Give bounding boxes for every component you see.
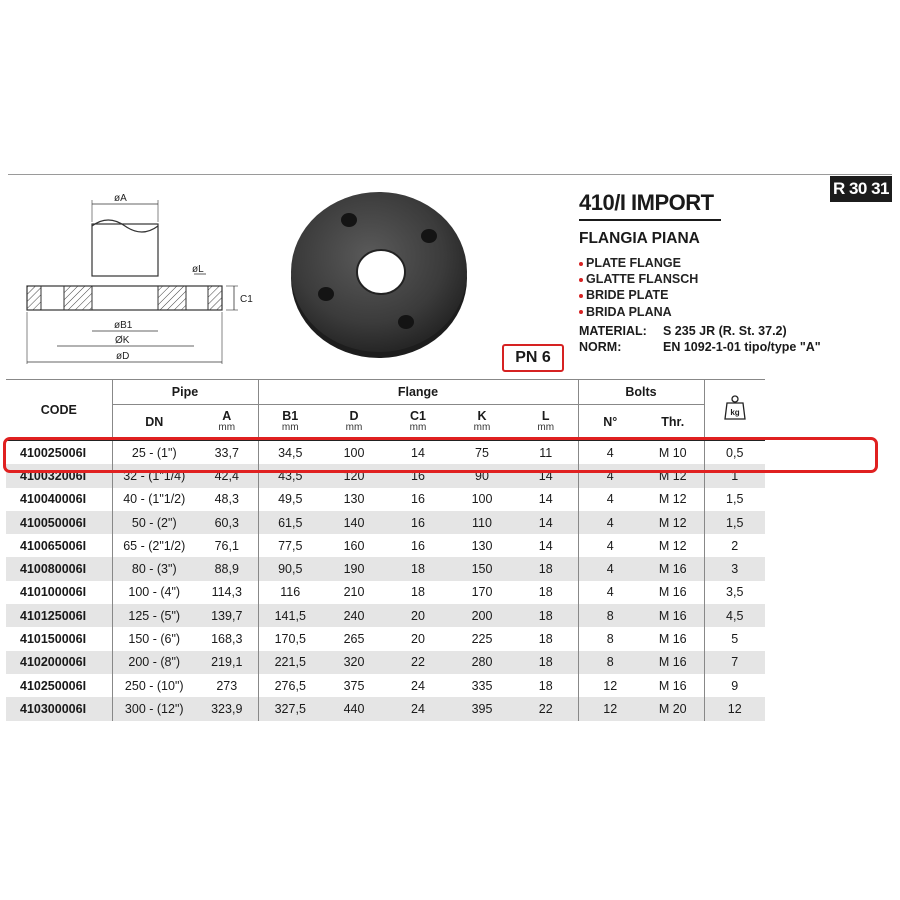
pipe-group-header: Pipe — [112, 380, 258, 405]
table-cell: 139,7 — [196, 604, 258, 627]
col-d: D mm — [322, 405, 386, 441]
table-cell: 43,5 — [258, 464, 322, 487]
title-underline — [579, 219, 721, 221]
table-cell: 4 — [578, 464, 642, 487]
table-cell: M 16 — [642, 651, 704, 674]
table-cell: 9 — [704, 674, 765, 697]
table-cell: 16 — [411, 538, 425, 553]
weight-header — [704, 380, 765, 441]
table-cell: 168,3 — [211, 632, 243, 647]
table-row — [6, 697, 765, 720]
table-cell: 225 — [471, 632, 493, 647]
translated-name: PLATE FLANGE — [579, 255, 698, 271]
table-cell: M 12 — [658, 492, 687, 507]
bullet-icon — [579, 294, 583, 298]
product-code: 410100006I — [20, 585, 87, 600]
table-cell: 160 — [343, 538, 365, 553]
table-cell: 4 — [578, 557, 642, 580]
table-cell: 3,5 — [704, 581, 765, 604]
col-l: L mm — [514, 405, 578, 441]
table-cell: 88,9 — [196, 557, 258, 580]
table-cell: 34,5 — [258, 440, 322, 464]
table-cell: 4 — [578, 440, 642, 464]
table-cell: 1,5 — [704, 488, 765, 511]
table-cell: M 16 — [658, 678, 687, 693]
table-cell: 75 — [475, 445, 489, 460]
table-row — [6, 511, 765, 534]
table-cell: 4 — [578, 511, 642, 534]
dim-label-k: ØK — [115, 335, 130, 346]
product-code: 410300006I — [6, 697, 112, 720]
table-cell: 200 — [450, 604, 514, 627]
table-row — [6, 604, 765, 627]
table-cell: 375 — [343, 678, 365, 693]
table-cell: 22 — [514, 697, 578, 720]
product-subtitle: FLANGIA PIANA — [579, 230, 700, 247]
table-cell: 4,5 — [704, 604, 765, 627]
table-cell: 8 — [578, 651, 642, 674]
table-cell: 18 — [514, 651, 578, 674]
table-cell: 100 — [471, 492, 493, 507]
translated-name: GLATTE FLANSCH — [579, 271, 698, 287]
table-cell: 49,5 — [258, 488, 322, 511]
table-row — [6, 581, 765, 604]
table-cell: 150 - (6") — [112, 627, 196, 650]
table-cell: 4 — [578, 534, 642, 557]
table-cell: 14 — [514, 511, 578, 534]
table-cell: 190 — [322, 557, 386, 580]
table-cell: 8 — [578, 627, 642, 650]
table-cell: 1 — [704, 464, 765, 487]
table-row — [6, 627, 765, 650]
table-cell: 4 — [578, 488, 642, 511]
table-cell: 130 — [471, 538, 493, 553]
col-a: A mm — [196, 405, 258, 441]
dim-label-b1: øB1 — [114, 320, 133, 331]
table-cell: 116 — [258, 581, 322, 604]
product-title: 410/I IMPORT — [579, 190, 714, 215]
bullet-icon — [579, 278, 583, 282]
table-cell: 273 — [216, 678, 238, 693]
translated-name: BRIDE PLATE — [579, 287, 698, 303]
dim-label-l: øL — [192, 264, 204, 275]
flange-product-image — [286, 180, 472, 366]
table-cell: 50 - (2") — [112, 511, 196, 534]
table-cell: 18 — [514, 604, 578, 627]
table-cell: 40 - (1"1/2) — [112, 488, 196, 511]
table-cell: 24 — [386, 697, 450, 720]
table-cell: 18 — [538, 632, 553, 647]
table-cell: 240 — [322, 604, 386, 627]
col-n: N° — [578, 405, 642, 441]
table-cell: M 16 — [642, 604, 704, 627]
table-cell: 18 — [386, 557, 450, 580]
table-row — [6, 651, 765, 674]
product-code: 410080006I — [6, 557, 112, 580]
table-cell: 141,5 — [258, 604, 322, 627]
table-cell: 18 — [411, 585, 425, 600]
table-cell: 200 - (8") — [112, 651, 196, 674]
table-cell: 3 — [704, 557, 765, 580]
table-cell: 65 - (2"1/2) — [112, 534, 196, 557]
bullet-icon — [579, 262, 583, 266]
product-code: 410065006I — [20, 538, 87, 553]
table-cell: M 12 — [642, 464, 704, 487]
table-cell: 14 — [538, 538, 553, 553]
table-cell: 221,5 — [258, 651, 322, 674]
table-cell: 22 — [386, 651, 450, 674]
table-cell: 16 — [386, 464, 450, 487]
product-code: 410200006I — [6, 651, 112, 674]
table-cell: 12 — [578, 697, 642, 720]
table-cell: 327,5 — [258, 697, 322, 720]
highlighted-row-outline — [3, 437, 878, 473]
dim-label-d: øD — [116, 351, 130, 362]
table-cell: M 16 — [658, 632, 687, 647]
table-cell: 8 — [578, 604, 642, 627]
table-row — [6, 557, 765, 580]
table-cell: 20 — [386, 604, 450, 627]
table-row — [6, 674, 765, 697]
table-cell: 16 — [386, 511, 450, 534]
flange-technical-drawing — [22, 186, 272, 366]
table-cell: 320 — [322, 651, 386, 674]
product-code: 410032006I — [6, 464, 112, 487]
table-cell: 110 — [450, 511, 514, 534]
table-cell: M 16 — [658, 585, 687, 600]
table-cell: 219,1 — [196, 651, 258, 674]
table-cell: 7 — [704, 651, 765, 674]
table-cell: 100 — [343, 445, 365, 460]
table-cell: 32 - (1"1/4) — [112, 464, 196, 487]
table-cell: 16 — [411, 492, 425, 507]
table-cell: 300 - (12") — [112, 697, 196, 720]
header-divider — [8, 174, 892, 175]
product-code: 410040006I — [20, 492, 87, 507]
dim-label-a: øA — [114, 193, 127, 204]
table-cell: 14 — [538, 492, 553, 507]
table-cell: 125 - (5") — [112, 604, 196, 627]
table-cell: 1,5 — [704, 511, 765, 534]
table-cell: M 12 — [658, 538, 687, 553]
table-cell: M 12 — [642, 511, 704, 534]
col-k: K mm — [450, 405, 514, 441]
table-cell: 18 — [538, 585, 553, 600]
table-cell: 114,3 — [211, 585, 242, 600]
norm-label: NORM: — [579, 340, 622, 354]
product-code: 410025006I — [20, 445, 87, 460]
table-cell: 48,3 — [214, 492, 239, 507]
table-cell: 11 — [539, 445, 553, 460]
table-cell: 210 — [343, 585, 365, 600]
table-row — [6, 488, 765, 511]
table-cell: 250 - (10") — [112, 674, 196, 697]
table-cell: 18 — [514, 557, 578, 580]
product-code: 410050006I — [6, 511, 112, 534]
product-code: 410150006I — [20, 632, 87, 647]
table-cell: 335 — [471, 678, 493, 693]
table-cell: 2 — [704, 534, 765, 557]
product-code: 410250006I — [20, 678, 87, 693]
col-dn: DN — [112, 405, 196, 441]
table-cell: 440 — [322, 697, 386, 720]
table-cell: 76,1 — [214, 538, 239, 553]
table-cell: 323,9 — [196, 697, 258, 720]
product-specs — [579, 323, 821, 355]
table-cell: 12 — [578, 674, 642, 697]
table-cell: 130 — [343, 492, 365, 507]
table-cell: 14 — [411, 445, 425, 460]
col-c1: C1 mm — [386, 405, 450, 441]
table-cell: 150 — [450, 557, 514, 580]
weight-icon — [724, 395, 746, 421]
catalog-page-badge: R 30 31 — [830, 176, 892, 202]
table-cell: M 20 — [642, 697, 704, 720]
table-cell: 60,3 — [196, 511, 258, 534]
table-cell: 90 — [450, 464, 514, 487]
table-row — [6, 534, 765, 557]
table-cell: M 16 — [642, 557, 704, 580]
flange-group-header: Flange — [258, 380, 578, 405]
table-cell: 4 — [578, 581, 642, 604]
table-cell: 25 - (1") — [112, 440, 196, 464]
table-cell: 20 — [411, 632, 425, 647]
table-cell: 80 - (3") — [112, 557, 196, 580]
table-cell: M 10 — [658, 445, 687, 460]
bullet-icon — [579, 310, 583, 314]
table-cell: 14 — [514, 464, 578, 487]
table-cell: 170 — [471, 585, 493, 600]
norm-value: EN 1092-1-01 tipo/type "A" — [663, 340, 821, 354]
table-cell: 265 — [343, 632, 365, 647]
table-cell: 170,5 — [258, 627, 322, 650]
material-label: MATERIAL: — [579, 324, 647, 338]
col-thr: Thr. — [642, 405, 704, 441]
translated-name: BRIDA PLANA — [579, 304, 698, 320]
table-cell: 120 — [322, 464, 386, 487]
table-cell: 280 — [450, 651, 514, 674]
table-cell: 33,7 — [214, 445, 239, 460]
material-value: S 235 JR (R. St. 37.2) — [663, 324, 787, 338]
code-header: CODE — [6, 380, 112, 441]
table-cell: 12 — [704, 697, 765, 720]
table-cell: 100 - (4") — [112, 581, 196, 604]
table-cell: 18 — [538, 678, 553, 693]
weight-unit: kg — [730, 408, 740, 417]
dim-label-c1: C1 — [240, 294, 253, 305]
table-cell: 0,5 — [704, 440, 765, 464]
table-cell: 395 — [450, 697, 514, 720]
translated-names-list — [579, 255, 698, 320]
bolts-group-header: Bolts — [578, 380, 704, 405]
product-code: 410125006I — [6, 604, 112, 627]
table-cell: 61,5 — [258, 511, 322, 534]
col-b1: B1 mm — [258, 405, 322, 441]
table-cell: 24 — [411, 678, 425, 693]
pressure-rating-badge: PN 6 — [502, 344, 564, 372]
table-cell: 5 — [704, 627, 765, 650]
table-cell: 140 — [322, 511, 386, 534]
table-cell: 276,5 — [258, 674, 322, 697]
table-cell: 77,5 — [258, 534, 322, 557]
table-cell: 90,5 — [258, 557, 322, 580]
table-cell: 42,4 — [196, 464, 258, 487]
dimensions-table — [6, 379, 765, 721]
